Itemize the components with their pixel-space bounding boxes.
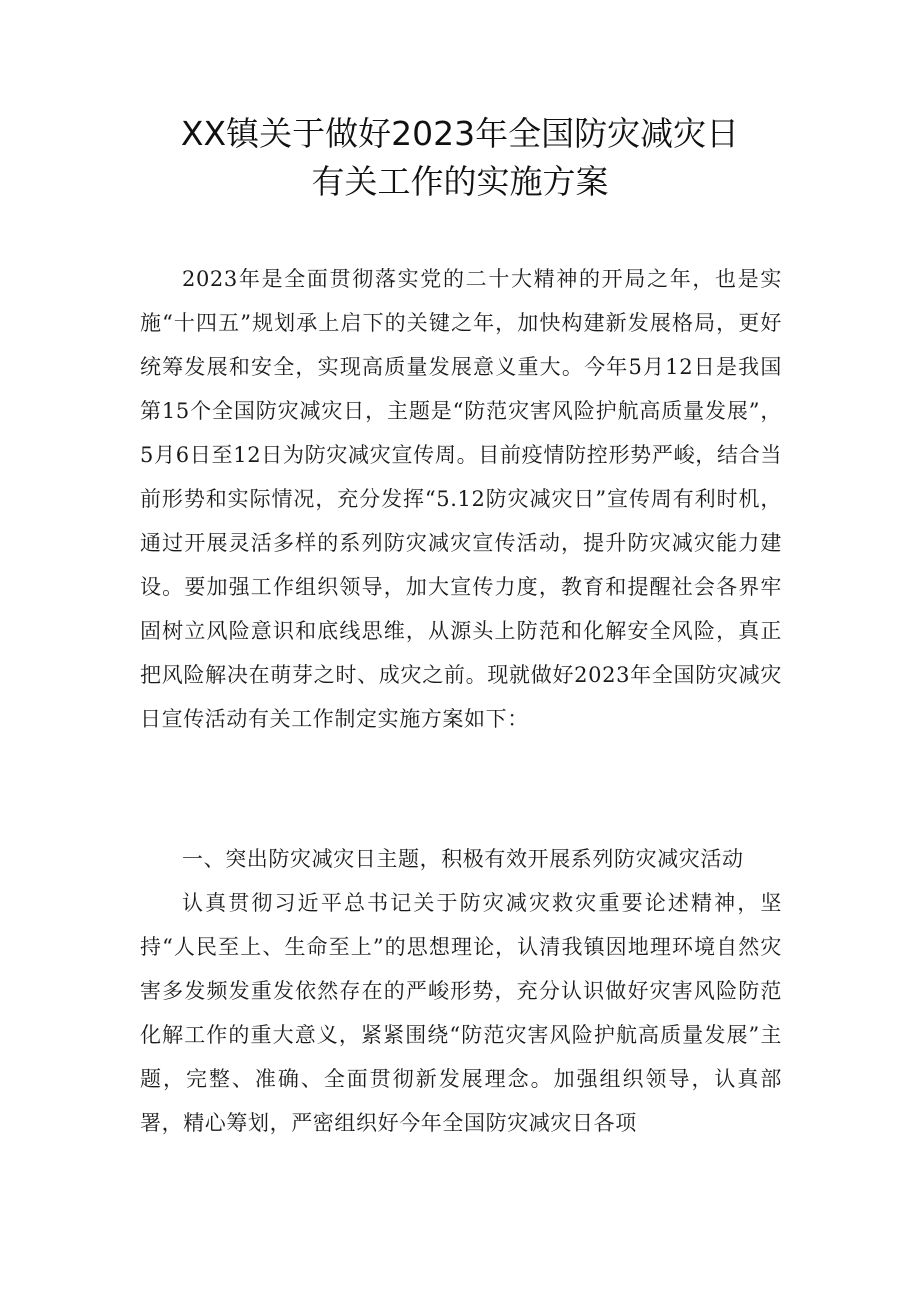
section-1-paragraph: 认真贯彻习近平总书记关于防灾减灾救灾重要论述精神，坚持“人民至上、生命至上”的思想理论，认清我镇因地理环境自然灾害多发频发重发依然存在的严峻形势，充分认识做好灾害风险防范化解工作的重大意义，紧紧围绕“防范灾害风险护航高质量发展”主题，完整、准确、全面贯彻新发展理念。加强组织领导，认真部署，精心筹划，严密组织好今年全国防灾减灾日各项 <box>140 891 782 1135</box>
document-title-line-2: 有关工作的实施方案 <box>311 162 609 201</box>
section-1-heading: 一、突出防灾减灾日主题，积极有效开展系列防灾减灾活动 <box>182 847 744 871</box>
section-1-paragraph-block <box>140 881 782 1145</box>
intro-paragraph-block <box>140 257 782 741</box>
document-title-line-1: XX镇关于做好2023年全国防灾减灾日 <box>180 114 740 153</box>
intro-paragraph: 2023年是全面贯彻落实党的二十大精神的开局之年，也是实施“十四五”规划承上启下的关键之年，加快构建新发展格局，更好统筹发展和安全，实现高质量发展意义重大。今年5月12日是我国第15个全国防灾减灾日，主题是“防范灾害风险护航高质量发展”，5月6日至12日为防灾减灾宣传周。目前疫情防控形势严峻，结合当前形势和实际情况，充分发挥“5.12防灾减灾日”宣传周有利时机，通过开展灵活多样的系列防灾减灾宣传活动，提升防灾减灾能力建设。要加强工作组织领导，加大宣传力度，教育和提醒社会各界牢固树立风险意识和底线思维，从源头上防范和化解安全风险，真正把风险解决在萌芽之时、成灾之前。现就做好2023年全国防灾减灾日宣传活动有关工作制定实施方案如下： <box>140 267 782 731</box>
